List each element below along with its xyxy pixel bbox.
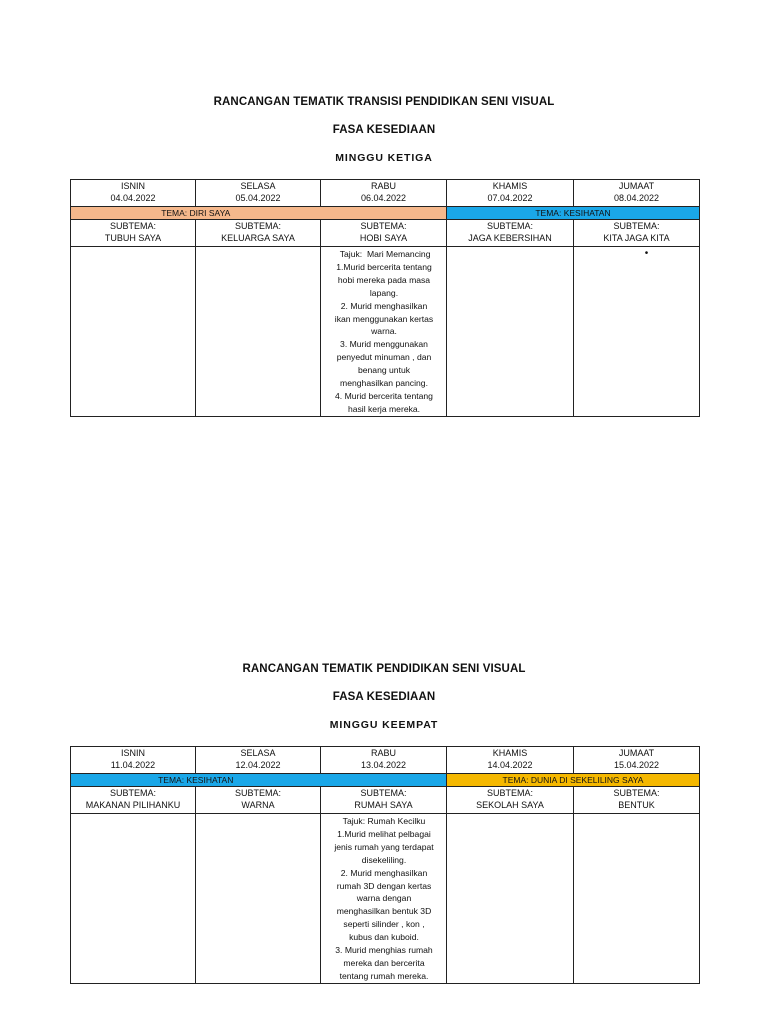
activity-cell-empty bbox=[447, 247, 574, 417]
day-cell bbox=[447, 747, 574, 774]
activity-line: disekeliling. bbox=[361, 854, 407, 865]
activity-line: 4. Murid bercerita tentang bbox=[335, 390, 433, 401]
activity-cell-empty bbox=[196, 247, 321, 417]
activity-cell-wednesday bbox=[321, 247, 447, 417]
phase-title: FASA KESEDIAAN bbox=[332, 124, 436, 136]
subtheme-row bbox=[71, 787, 700, 814]
activity-line: warna. bbox=[371, 326, 397, 337]
day-header-row bbox=[71, 180, 700, 207]
subtheme-cell bbox=[447, 220, 574, 247]
activity-row bbox=[71, 814, 700, 984]
activity-cell-empty bbox=[447, 814, 574, 984]
day-name: JUMAAT bbox=[618, 748, 655, 758]
activity-row bbox=[71, 247, 700, 417]
theme-row bbox=[71, 207, 700, 220]
subtheme-cell bbox=[71, 787, 196, 814]
theme-row bbox=[71, 774, 700, 787]
activity-line: 2. Murid menghasilkan bbox=[340, 867, 428, 878]
subtheme-name: MAKANAN PILIHANKU bbox=[85, 800, 181, 810]
theme-cell-kesihatan-ext bbox=[321, 774, 447, 787]
activity-line: lapang. bbox=[369, 287, 399, 298]
theme-cell-kesihatan bbox=[71, 774, 321, 787]
subtheme-label: SUBTEMA: bbox=[486, 221, 533, 231]
subtheme-cell bbox=[447, 787, 574, 814]
day-name: SELASA bbox=[240, 748, 276, 758]
day-date: 12.04.2022 bbox=[235, 760, 281, 770]
subtheme-cell bbox=[196, 220, 321, 247]
activity-cell-wednesday bbox=[321, 814, 447, 984]
subtheme-label: SUBTEMA: bbox=[360, 221, 407, 231]
subtheme-cell bbox=[196, 787, 321, 814]
subtheme-label: SUBTEMA: bbox=[360, 788, 407, 798]
subtheme-label: SUBTEMA: bbox=[613, 788, 660, 798]
subtheme-cell bbox=[574, 787, 700, 814]
subtheme-cell bbox=[71, 220, 196, 247]
day-name: RABU bbox=[370, 181, 396, 191]
day-cell bbox=[196, 747, 321, 774]
day-cell bbox=[196, 180, 321, 207]
subtheme-label: SUBTEMA: bbox=[486, 788, 533, 798]
activity-cell-empty bbox=[71, 247, 196, 417]
activity-cell-empty bbox=[574, 814, 700, 984]
activity-line: mereka dan bercerita bbox=[343, 957, 425, 968]
subtheme-name: TUBUH SAYA bbox=[104, 233, 162, 243]
subtheme-name: WARNA bbox=[241, 800, 275, 810]
day-date: 08.04.2022 bbox=[613, 193, 660, 203]
activity-cell-empty bbox=[196, 814, 321, 984]
week-title: MINGGU KEEMPAT bbox=[329, 719, 439, 731]
day-date: 15.04.2022 bbox=[613, 760, 660, 770]
theme-cell-diri-saya bbox=[71, 207, 321, 220]
activity-text bbox=[321, 247, 446, 416]
activity-cell-friday bbox=[574, 247, 700, 417]
subtheme-label: SUBTEMA: bbox=[234, 221, 281, 231]
day-name: ISNIN bbox=[120, 748, 145, 758]
activity-line: menghasilkan bentuk 3D bbox=[336, 906, 432, 917]
day-date: 07.04.2022 bbox=[487, 193, 533, 203]
day-name: JUMAAT bbox=[618, 181, 655, 191]
day-date: 11.04.2022 bbox=[110, 760, 156, 770]
week-title: MINGGU KETIGA bbox=[335, 152, 433, 164]
day-cell bbox=[574, 747, 700, 774]
subtheme-name: JAGA KEBERSIHAN bbox=[468, 233, 552, 243]
subtheme-cell bbox=[321, 220, 447, 247]
activity-line: 3. Murid menghias rumah bbox=[335, 945, 433, 956]
activity-line: hobi mereka pada masa bbox=[337, 274, 431, 285]
subtheme-cell bbox=[321, 787, 447, 814]
activity-line: 2. Murid menghasilkan bbox=[340, 300, 428, 311]
subtheme-name: RUMAH SAYA bbox=[354, 800, 413, 810]
theme-cell-diri-saya-ext bbox=[321, 207, 447, 220]
theme-label: TEMA: KESIHATAN bbox=[535, 208, 611, 218]
week4-plan-table bbox=[70, 746, 700, 984]
activity-line: rumah 3D dengan kertas bbox=[336, 880, 432, 891]
subtheme-name: SEKOLAH SAYA bbox=[476, 800, 544, 810]
day-date: 04.04.2022 bbox=[110, 193, 156, 203]
activity-line: 1.Murid melihat pelbagai bbox=[337, 828, 431, 839]
theme-label: TEMA: KESIHATAN bbox=[158, 775, 234, 785]
subtheme-label: SUBTEMA: bbox=[109, 788, 156, 798]
theme-cell-kesihatan bbox=[447, 207, 700, 220]
document-title: RANCANGAN TEMATIK PENDIDIKAN SENI VISUAL bbox=[242, 663, 526, 675]
activity-line: tentang rumah mereka. bbox=[339, 970, 429, 981]
activity-cell-empty bbox=[71, 814, 196, 984]
activity-line: kubus dan kuboid. bbox=[349, 932, 419, 943]
activity-line: benang untuk bbox=[357, 365, 411, 376]
activity-line: Tajuk: Mari Memancing bbox=[337, 249, 431, 259]
activity-line: seperti silinder , kon , bbox=[343, 919, 425, 930]
day-date: 14.04.2022 bbox=[487, 760, 533, 770]
day-cell bbox=[447, 180, 574, 207]
phase-title: FASA KESEDIAAN bbox=[332, 691, 436, 703]
day-name: RABU bbox=[370, 748, 396, 758]
theme-cell-dunia bbox=[447, 774, 700, 787]
day-date: 05.04.2022 bbox=[235, 193, 281, 203]
subtheme-label: SUBTEMA: bbox=[109, 221, 156, 231]
day-cell bbox=[321, 747, 447, 774]
day-cell bbox=[71, 747, 196, 774]
day-date: 06.04.2022 bbox=[360, 193, 407, 203]
subtheme-name: HOBI SAYA bbox=[359, 233, 408, 243]
subtheme-row bbox=[71, 220, 700, 247]
subtheme-name: BENTUK bbox=[618, 800, 655, 810]
day-name: KHAMIS bbox=[492, 748, 528, 758]
activity-line: jenis rumah yang terdapat bbox=[334, 841, 434, 852]
document-title: RANCANGAN TEMATIK TRANSISI PENDIDIKAN SENI VISUAL bbox=[213, 96, 555, 108]
theme-label: TEMA: DUNIA DI SEKELILING SAYA bbox=[502, 775, 644, 785]
subtheme-cell bbox=[574, 220, 700, 247]
day-name: ISNIN bbox=[120, 181, 145, 191]
subtheme-name: KITA JAGA KITA bbox=[603, 233, 670, 243]
day-cell bbox=[71, 180, 196, 207]
activity-line: Tajuk: Rumah Kecilku bbox=[342, 816, 426, 826]
activity-line: menghasilkan pancing. bbox=[340, 378, 428, 389]
day-name: KHAMIS bbox=[492, 181, 528, 191]
bullet-point: • bbox=[644, 248, 649, 259]
day-name: SELASA bbox=[240, 181, 276, 191]
activity-line: penyedut minuman , dan bbox=[336, 352, 432, 363]
activity-line: ikan menggunakan kertas bbox=[334, 313, 434, 324]
day-cell bbox=[321, 180, 447, 207]
activity-line: warna dengan bbox=[356, 893, 412, 904]
week3-plan-table bbox=[70, 179, 700, 417]
theme-label: TEMA: DIRI SAYA bbox=[161, 208, 231, 218]
day-header-row bbox=[71, 747, 700, 774]
activity-line: 1.Murid bercerita tentang bbox=[336, 261, 432, 272]
subtheme-label: SUBTEMA: bbox=[234, 788, 281, 798]
activity-text bbox=[321, 814, 446, 983]
day-cell bbox=[574, 180, 700, 207]
subtheme-label: SUBTEMA: bbox=[613, 221, 660, 231]
subtheme-name: KELUARGA SAYA bbox=[221, 233, 295, 243]
activity-line: 3. Murid menggunakan bbox=[340, 339, 428, 350]
activity-line: hasil kerja mereka. bbox=[347, 403, 421, 414]
day-date: 13.04.2022 bbox=[360, 760, 407, 770]
